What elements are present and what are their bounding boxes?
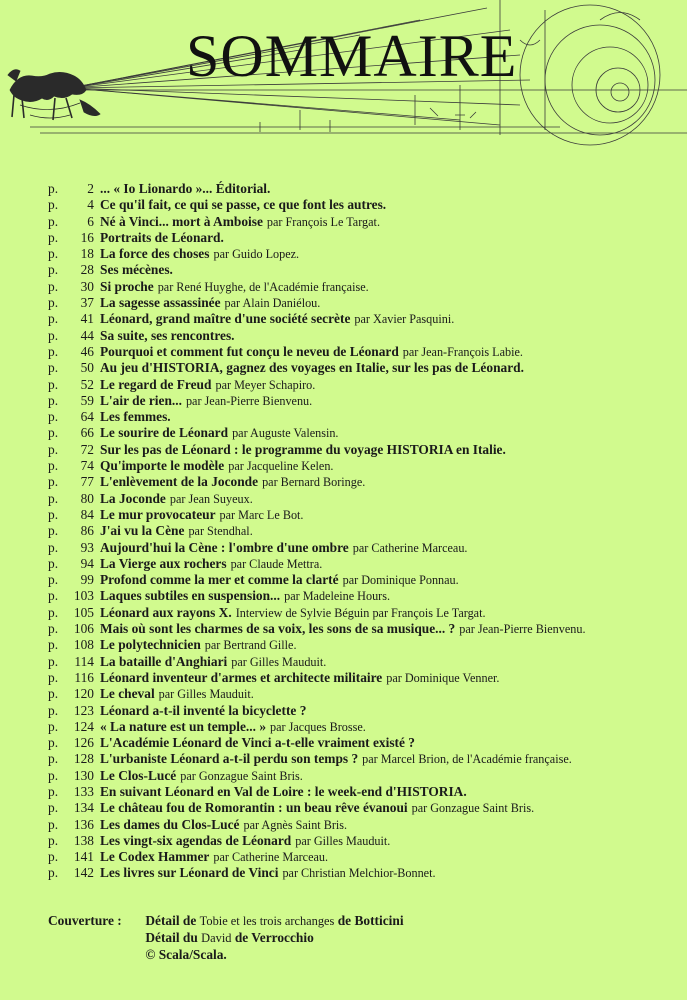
toc-entry (48, 719, 678, 735)
page-number: 84 (80, 506, 94, 522)
toc-entry (48, 637, 678, 653)
toc-entry (48, 344, 678, 360)
entry-title: Portraits de Léonard. (100, 229, 224, 245)
entry-title: Léonard a-t-il inventé la bicyclette ? (100, 702, 307, 718)
page-abbrev: p. (48, 702, 59, 718)
page-number: 50 (80, 360, 94, 376)
page-number: 16 (80, 229, 94, 245)
toc-entry (48, 230, 678, 246)
credit-prefix: Détail du (145, 930, 198, 945)
entry-title: Né à Vinci... mort à Amboise (100, 213, 263, 229)
toc-entry (48, 262, 678, 278)
entry-title: Le mur provocateur (100, 506, 216, 522)
toc-entry (48, 425, 678, 441)
toc-entry (48, 670, 678, 686)
entry-author: par Catherine Marceau. (352, 540, 468, 555)
entry-title: Sa suite, ses rencontres. (100, 327, 235, 343)
entry-author: par Agnès Saint Bris. (243, 817, 348, 832)
toc-entry (48, 621, 678, 637)
page-abbrev: p. (48, 458, 59, 474)
credit-copyright: © Scala/Scala. (145, 947, 227, 962)
page-abbrev: p. (48, 490, 59, 506)
toc-entry (48, 849, 678, 865)
toc-entry (48, 491, 678, 507)
entry-title: La Vierge aux rochers (100, 555, 227, 571)
entry-author: par Gilles Mauduit. (295, 833, 391, 848)
page-number: 123 (73, 702, 94, 718)
toc-entry (48, 328, 678, 344)
entry-author: par Meyer Schapiro. (215, 377, 316, 392)
toc-entry (48, 588, 678, 604)
entry-title: Pourquoi et comment fut conçu le neveu de Léonard (100, 343, 399, 359)
entry-title: Les femmes. (100, 409, 171, 425)
entry-author: par Gonzague Saint Bris. (411, 801, 535, 816)
entry-title: ... « Io Lionardo »... Éditorial. (100, 181, 271, 196)
entry-title: Ce qu'il fait, ce qui se passe, ce que font les autres. (100, 197, 387, 213)
page-number: 138 (73, 832, 94, 848)
toc-entry (48, 246, 678, 262)
page-abbrev: p. (48, 181, 59, 196)
page-abbrev: p. (48, 213, 59, 229)
page-number: 41 (80, 311, 94, 327)
page-abbrev: p. (48, 523, 59, 539)
credit-work: David (201, 931, 232, 945)
page-abbrev: p. (48, 767, 59, 783)
page-number: 4 (87, 197, 94, 213)
toc-entry (48, 377, 678, 393)
page-abbrev: p. (48, 311, 59, 327)
entry-title: Le regard de Freud (100, 376, 212, 392)
toc-entry (48, 214, 678, 230)
entry-author: par Gonzague Saint Bris. (180, 768, 303, 783)
page-number: 136 (73, 816, 94, 832)
toc-entry (48, 817, 678, 833)
page-abbrev: p. (48, 832, 59, 848)
page-abbrev: p. (48, 409, 59, 425)
credit-line-1 (48, 912, 404, 929)
toc-entry (48, 654, 678, 670)
page-abbrev: p. (48, 865, 59, 881)
toc-entry (48, 197, 678, 213)
entry-title: Le Codex Hammer (100, 849, 210, 865)
toc-entry (48, 393, 678, 409)
credit-line-2 (48, 929, 404, 946)
page-number: 105 (73, 604, 94, 620)
entry-author: par Bertrand Gille. (204, 638, 297, 653)
toc-entry (48, 458, 678, 474)
page-number: 30 (80, 278, 94, 294)
entry-title: Au jeu d'HISTORIA, gagnez des voyages en Italie, sur les pas de Léonard. (100, 360, 524, 376)
entry-author: par Jean-Pierre Bienvenu. (185, 393, 313, 408)
page-number: 2 (87, 181, 94, 196)
page-number: 72 (80, 441, 94, 457)
toc-entry (48, 686, 678, 702)
entry-author: par Jean-Pierre Bienvenu. (459, 622, 586, 637)
page-abbrev: p. (48, 800, 59, 816)
page-number: 77 (80, 474, 94, 490)
entry-author: par Christian Melchior-Bonnet. (282, 866, 436, 881)
entry-title: Profond comme la mer et comme la clarté (100, 572, 339, 588)
toc-entry (48, 605, 678, 621)
toc-entry (48, 523, 678, 539)
toc-entry (48, 735, 678, 751)
entry-author: par Jacqueline Kelen. (228, 459, 334, 474)
entry-author: par Auguste Valensin. (232, 426, 339, 441)
page-abbrev: p. (48, 783, 59, 799)
entry-title: La force des choses (100, 246, 210, 262)
entry-title: Léonard aux rayons X. (100, 604, 232, 620)
toc-entry (48, 784, 678, 800)
entry-author: Interview de Sylvie Béguin par François Le Targat. (235, 605, 486, 620)
entry-author: par René Huyghe, de l'Académie française. (157, 279, 369, 294)
page-number: 108 (73, 637, 94, 653)
entry-title: Mais où sont les charmes de sa voix, les sons de sa musique... ? (100, 621, 456, 637)
toc-entry (48, 833, 678, 849)
page-abbrev: p. (48, 229, 59, 245)
entry-title: Ses mécènes. (100, 262, 173, 278)
header-illustration (0, 0, 687, 150)
toc-entry (48, 768, 678, 784)
page-number: 44 (80, 327, 94, 343)
toc-entry (48, 540, 678, 556)
page-number: 130 (73, 767, 94, 783)
toc-entry (48, 295, 678, 311)
page-abbrev: p. (48, 686, 59, 702)
page-abbrev: p. (48, 653, 59, 669)
entry-title: Aujourd'hui la Cène : l'ombre d'une ombre (100, 539, 349, 555)
entry-title: J'ai vu la Cène (100, 523, 185, 539)
toc-entry (48, 181, 678, 197)
page-number: 37 (80, 295, 94, 311)
credit-work: Tobie et les trois archanges (199, 914, 335, 928)
page-number: 99 (80, 572, 94, 588)
toc-entry (48, 751, 678, 767)
entry-title: Laques subtiles en suspension... (100, 588, 281, 604)
credit-prefix: Détail de (145, 913, 197, 928)
entry-title: Le cheval (100, 686, 155, 702)
page-abbrev: p. (48, 849, 59, 865)
entry-title: Les dames du Clos-Lucé (100, 816, 240, 832)
entry-author: par Alain Daniélou. (224, 296, 321, 311)
toc-entry (48, 703, 678, 719)
toc-entry (48, 360, 678, 376)
entry-title: L'urbaniste Léonard a-t-il perdu son temps ? (100, 751, 359, 767)
entry-title: L'Académie Léonard de Vinci a-t-elle vraiment existé ? (100, 735, 415, 751)
page-abbrev: p. (48, 539, 59, 555)
table-of-contents (48, 181, 678, 882)
entry-author: par Bernard Boringe. (262, 475, 366, 490)
entry-title: Léonard inventeur d'armes et architecte militaire (100, 669, 383, 685)
toc-entry (48, 311, 678, 327)
entry-author: par Jacques Brosse. (270, 719, 366, 734)
page-number: 114 (74, 653, 94, 669)
entry-author: par Gilles Mauduit. (158, 687, 254, 702)
credit-label: Couverture : (48, 913, 122, 928)
toc-entry (48, 572, 678, 588)
page-abbrev: p. (48, 735, 59, 751)
page-abbrev: p. (48, 621, 59, 637)
page-abbrev: p. (48, 637, 59, 653)
page-abbrev: p. (48, 262, 59, 278)
page-number: 120 (73, 686, 94, 702)
credit-artist: de Verrocchio (234, 930, 314, 945)
page-abbrev: p. (48, 441, 59, 457)
page-number: 142 (73, 865, 94, 881)
entry-title: Léonard, grand maître d'une société secrète (100, 311, 351, 327)
page-number: 94 (80, 555, 94, 571)
page-abbrev: p. (48, 588, 59, 604)
entry-title: La bataille d'Anghiari (100, 653, 228, 669)
page-number: 133 (73, 783, 94, 799)
page-number: 74 (80, 458, 94, 474)
entry-author: par Gilles Mauduit. (231, 654, 327, 669)
page-abbrev: p. (48, 376, 59, 392)
page-abbrev: p. (48, 327, 59, 343)
page-number: 59 (80, 392, 94, 408)
page-abbrev: p. (48, 474, 59, 490)
entry-author: par François Le Targat. (266, 214, 380, 229)
entry-author: par Marcel Brion, de l'Académie française. (362, 752, 572, 767)
credit-artist: de Botticini (337, 913, 404, 928)
page-number: 18 (80, 246, 94, 262)
toc-entry (48, 409, 678, 425)
entry-author: par Jean-François Labie. (402, 344, 523, 359)
entry-title: Les livres sur Léonard de Vinci (100, 865, 279, 881)
entry-author: par Xavier Pasquini. (354, 312, 455, 327)
toc-entry (48, 279, 678, 295)
toc-entry (48, 800, 678, 816)
page-abbrev: p. (48, 669, 59, 685)
page-title: SOMMAIRE (186, 23, 518, 89)
toc-entry (48, 442, 678, 458)
entry-title: Sur les pas de Léonard : le programme du voyage HISTORIA en Italie. (100, 441, 506, 457)
page-abbrev: p. (48, 425, 59, 441)
credit-line-3 (48, 946, 404, 963)
page-abbrev: p. (48, 360, 59, 376)
entry-title: « La nature est un temple... » (100, 718, 267, 734)
page-abbrev: p. (48, 343, 59, 359)
toc-entry (48, 507, 678, 523)
entry-author: par Catherine Marceau. (213, 850, 329, 865)
page-abbrev: p. (48, 506, 59, 522)
page-number: 134 (73, 800, 94, 816)
page-number: 52 (80, 376, 94, 392)
page-abbrev: p. (48, 604, 59, 620)
toc-entry (48, 865, 678, 881)
entry-author: par Dominique Venner. (386, 670, 500, 685)
entry-title: En suivant Léonard en Val de Loire : le week-end d'HISTORIA. (100, 783, 467, 799)
page-abbrev: p. (48, 246, 59, 262)
entry-author: par Dominique Ponnau. (342, 573, 459, 588)
page-abbrev: p. (48, 572, 59, 588)
entry-title: Si proche (100, 278, 154, 294)
page-number: 64 (80, 409, 94, 425)
page-number: 66 (80, 425, 94, 441)
page-abbrev: p. (48, 555, 59, 571)
page-abbrev: p. (48, 718, 59, 734)
entry-author: par Marc Le Bot. (219, 507, 304, 522)
page-number: 6 (87, 213, 94, 229)
page-abbrev: p. (48, 278, 59, 294)
page-abbrev: p. (48, 751, 59, 767)
entry-title: La sagesse assassinée (100, 295, 221, 311)
entry-title: Le château fou de Romorantin : un beau rêve évanoui (100, 800, 408, 816)
cover-credits (48, 912, 404, 963)
toc-entry (48, 474, 678, 490)
entry-title: Qu'importe le modèle (100, 458, 225, 474)
entry-author: par Madeleine Hours. (284, 589, 391, 604)
page-number: 126 (73, 735, 94, 751)
page-number: 46 (80, 343, 94, 359)
entry-title: L'air de rien... (100, 392, 182, 408)
entry-author: par Claude Mettra. (230, 556, 323, 571)
entry-title: Le sourire de Léonard (100, 425, 229, 441)
page-abbrev: p. (48, 816, 59, 832)
page-number: 116 (74, 669, 94, 685)
page-number: 128 (73, 751, 94, 767)
page-abbrev: p. (48, 392, 59, 408)
page-abbrev: p. (48, 197, 59, 213)
page-number: 141 (73, 849, 94, 865)
toc-entry (48, 556, 678, 572)
entry-author: par Stendhal. (188, 524, 253, 539)
entry-title: L'enlèvement de la Joconde (100, 474, 259, 490)
entry-title: Le Clos-Lucé (100, 767, 177, 783)
entry-title: Le polytechnicien (100, 637, 201, 653)
entry-title: Les vingt-six agendas de Léonard (100, 832, 292, 848)
page-number: 28 (80, 262, 94, 278)
page-number: 103 (73, 588, 94, 604)
entry-title: La Joconde (100, 490, 166, 506)
page-number: 106 (73, 621, 94, 637)
page-number: 93 (80, 539, 94, 555)
page-number: 86 (80, 523, 94, 539)
page-abbrev: p. (48, 295, 59, 311)
page-number: 80 (80, 490, 94, 506)
page-number: 124 (73, 718, 94, 734)
entry-author: par Jean Suyeux. (169, 491, 253, 506)
entry-author: par Guido Lopez. (213, 247, 300, 262)
